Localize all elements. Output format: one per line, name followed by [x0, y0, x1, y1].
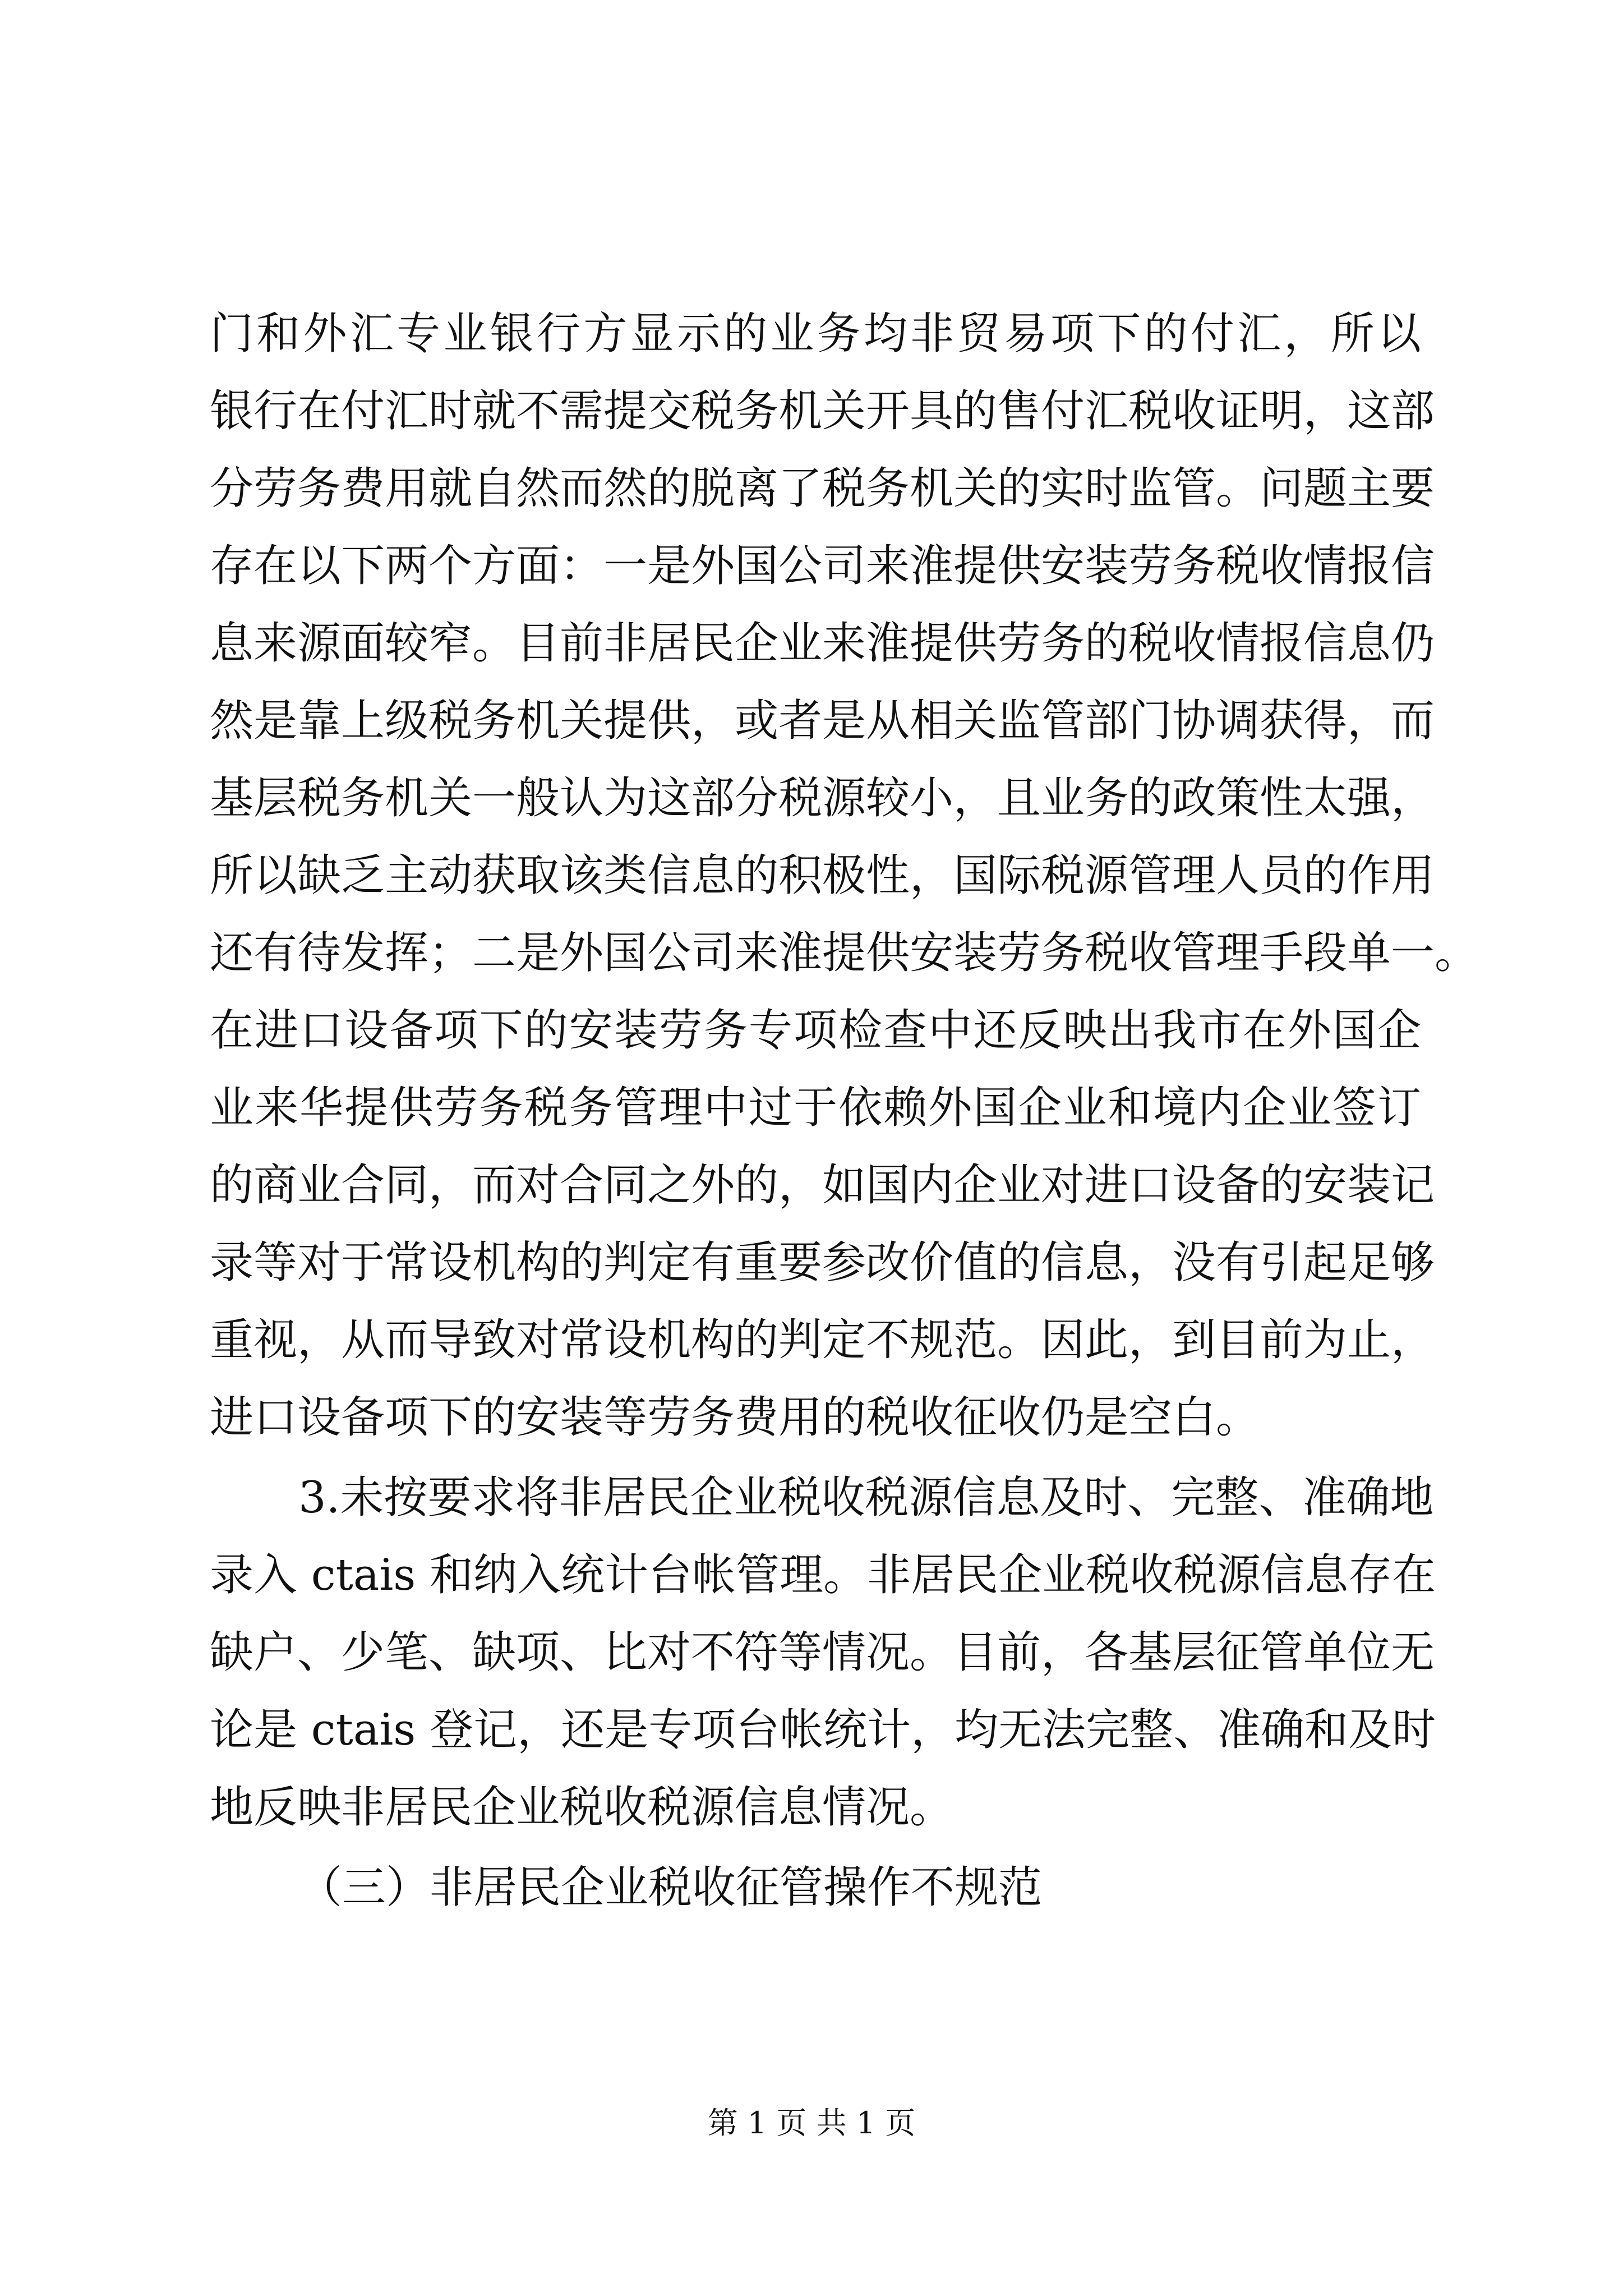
paragraph-line: 然是靠上级税务机关提供，或者是从相关监管部门协调获得，而 [210, 696, 1435, 746]
paragraph-line: 业来华提供劳务税务管理中过于依赖外国企业和境内企业签订 [210, 1083, 1421, 1133]
paragraph-line: 基层税务机关一般认为这部分税源较小，且业务的政策性太强， [210, 773, 1435, 823]
paragraph-line: 所以缺乏主动获取该类信息的积极性，国际税源管理人员的作用 [210, 850, 1435, 901]
paragraph-line: 论是 ctais 登记，还是专项台帐统计，均无法完整、准确和及时 [210, 1705, 1436, 1755]
paragraph-line: 录等对于常设机构的判定有重要参改价值的信息，没有引起足够 [210, 1237, 1435, 1288]
paragraph-line: 地反映非居民企业税收税源信息情况。 [210, 1782, 954, 1833]
section-heading: （三）非居民企业税收征管操作不规范 [298, 1862, 1043, 1913]
page-footer: 第 1 页 共 1 页 [707, 2105, 916, 2141]
paragraph-line: 重视，从而导致对常设机构的判定不规范。因此，到目前为止， [210, 1315, 1435, 1365]
paragraph-line: 进口设备项下的安装等劳务费用的税收征收仍是空白。 [210, 1392, 1260, 1443]
paragraph-line: 在进口设备项下的安装劳务专项检查中还反映出我市在外国企 [210, 1005, 1421, 1056]
paragraph-line: 的商业合同，而对合同之外的，如国内企业对进口设备的安装记 [210, 1160, 1435, 1211]
paragraph-line: 分劳务费用就自然而然的脱离了税务机关的实时监管。问题主要 [210, 463, 1435, 514]
paragraph-line: 录入 ctais 和纳入统计台帐管理。非居民企业税收税源信息存在 [210, 1550, 1436, 1600]
paragraph-line: 3.未按要求将非居民企业税收税源信息及时、完整、准确地 [298, 1473, 1434, 1523]
paragraph-line: 存在以下两个方面：一是外国公司来淮提供安装劳务税收情报信 [210, 541, 1435, 591]
paragraph-line: 缺户、少笔、缺项、比对不符等情况。目前，各基层征管单位无 [210, 1627, 1435, 1678]
paragraph-line: 门和外汇专业银行方显示的业务均非贸易项下的付汇，所以 [210, 309, 1421, 359]
paragraph-line: 银行在付汇时就不需提交税务机关开具的售付汇税收证明，这部 [210, 386, 1435, 436]
paragraph-line: 还有待发挥；二是外国公司来淮提供安装劳务税收管理手段单一。 [210, 928, 1479, 978]
paragraph-line: 息来源面较窄。目前非居民企业来淮提供劳务的税收情报信息仍 [210, 618, 1435, 669]
